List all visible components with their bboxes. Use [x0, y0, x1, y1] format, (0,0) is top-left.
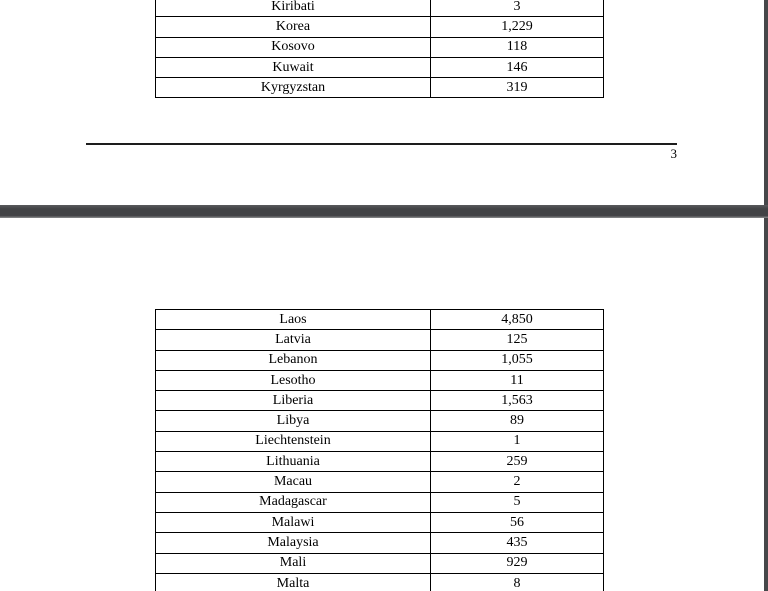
value-cell: 125	[506, 331, 528, 347]
table-row	[156, 0, 603, 17]
value-cell: 56	[510, 514, 524, 530]
country-cell: Malawi	[156, 513, 431, 532]
page-number: 3	[670, 146, 677, 161]
country-cell: Madagascar	[156, 493, 431, 512]
document-page-4	[0, 218, 764, 591]
table-row	[156, 574, 603, 591]
table-row	[156, 411, 603, 431]
value-cell: 2	[513, 474, 521, 490]
table-row	[156, 432, 603, 452]
table-row	[156, 78, 603, 98]
value-cell: 1	[513, 433, 521, 449]
value-cell: 11	[510, 372, 524, 388]
country-cell: Libya	[156, 411, 431, 430]
countries-table-page-4	[155, 309, 604, 591]
value-cell: 435	[506, 534, 528, 550]
table-row	[156, 533, 603, 553]
table-row	[156, 452, 603, 472]
country-cell: Malta	[156, 574, 431, 591]
country-cell: Kosovo	[156, 38, 431, 57]
table-row	[156, 371, 603, 391]
country-cell: Kiribati	[156, 0, 431, 16]
value-cell: 146	[506, 59, 528, 75]
country-cell: Korea	[156, 17, 431, 36]
value-cell: 1,563	[501, 392, 533, 408]
table-row	[156, 330, 603, 350]
country-cell: Mali	[156, 554, 431, 573]
value-cell: 3	[513, 0, 521, 14]
table-row	[156, 38, 603, 58]
value-cell: 8	[513, 575, 521, 591]
countries-table-page-3	[155, 0, 604, 98]
table-row	[156, 310, 603, 330]
value-cell: 4,850	[501, 311, 533, 327]
country-cell: Lithuania	[156, 452, 431, 471]
country-cell: Liechtenstein	[156, 432, 431, 451]
country-cell: Liberia	[156, 391, 431, 410]
country-cell: Latvia	[156, 330, 431, 349]
table-row	[156, 17, 603, 37]
value-cell: 319	[506, 79, 528, 95]
country-cell: Kyrgyzstan	[156, 78, 431, 97]
table-row	[156, 58, 603, 78]
footer-rule	[86, 143, 677, 145]
document-page-3	[0, 0, 764, 205]
value-cell: 1,055	[501, 352, 533, 368]
table-row	[156, 351, 603, 371]
table-row	[156, 513, 603, 533]
country-cell: Lebanon	[156, 351, 431, 370]
value-cell: 929	[506, 555, 528, 571]
value-cell: 89	[510, 413, 524, 429]
page-separator	[0, 205, 768, 218]
table-row	[156, 472, 603, 492]
table-row	[156, 554, 603, 574]
value-cell: 5	[513, 494, 521, 510]
value-cell: 1,229	[501, 18, 533, 34]
table-row	[156, 391, 603, 411]
value-cell: 118	[506, 39, 528, 55]
country-cell: Macau	[156, 472, 431, 491]
value-cell: 259	[506, 453, 528, 469]
table-row	[156, 493, 603, 513]
country-cell: Malaysia	[156, 533, 431, 552]
country-cell: Laos	[156, 310, 431, 329]
country-cell: Kuwait	[156, 58, 431, 77]
country-cell: Lesotho	[156, 371, 431, 390]
